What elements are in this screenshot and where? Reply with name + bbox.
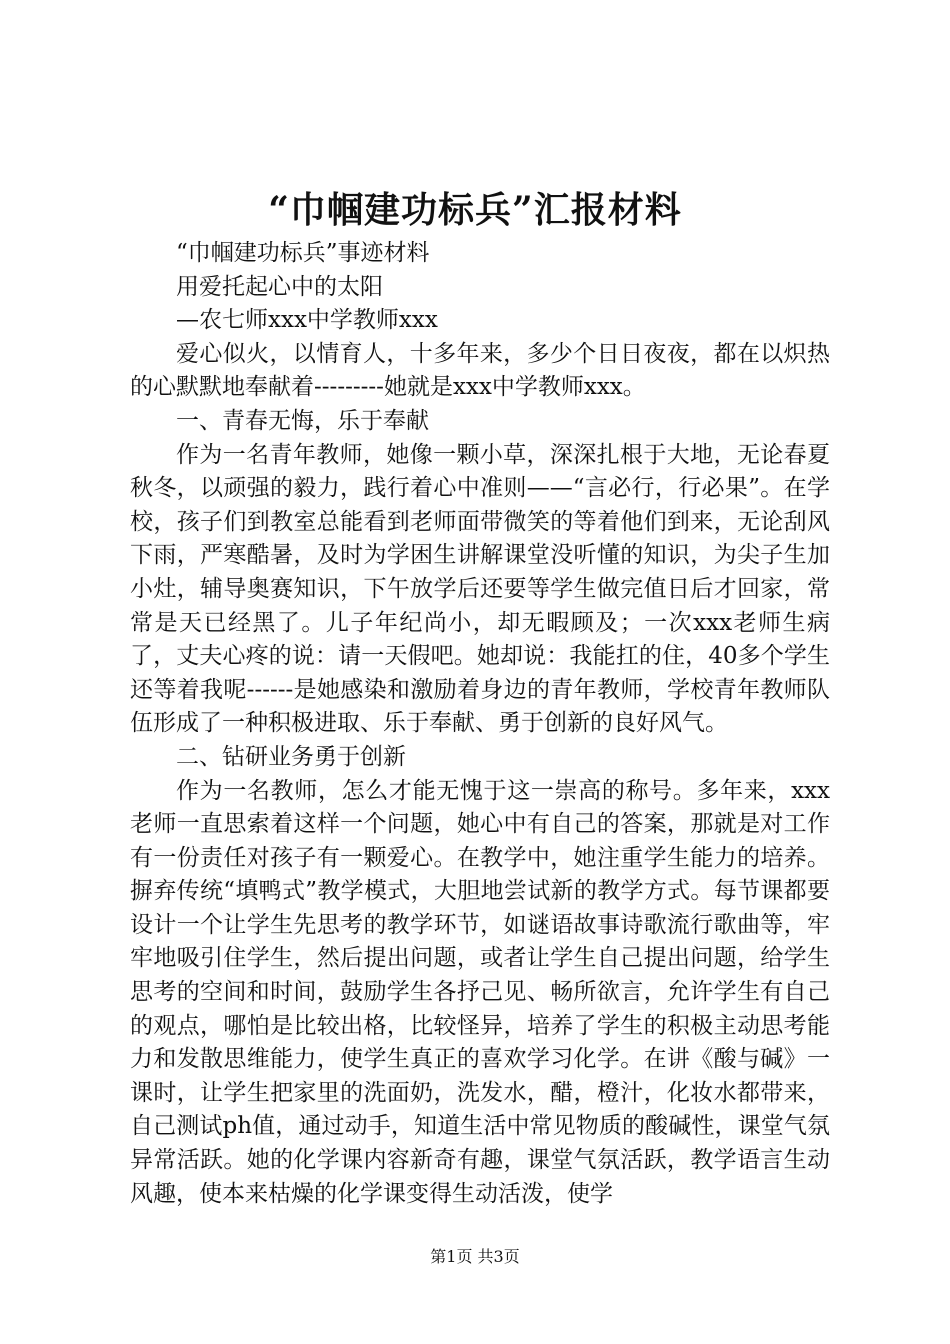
body-paragraph-1: 作为一名青年教师，她像一颗小草，深深扎根于大地，无论春夏秋冬，以顽强的毅力，践行着心中准则——“言必行，行必果”。在学校，孩子们到教室总能看到老师面带微笑的等着他们到来，无论刮风下雨，严寒酷暑，及时为学困生讲解课堂没听懂的知识，为尖子生加小灶，辅导奥赛知识，下午放学后还要等学生做完值日后才回家，常常是天已经黑了。儿子年纪尚小，却无暇顾及；一次xxx老师生病了，丈夫心疼的说：请一天假吧。她却说：我能扛的住，40多个学生还等着我呢------是她感染和激励着身边的青年教师，学校青年教师队伍形成了一种积极进取、乐于奉献、勇于创新的良好风气。	[130, 441, 830, 737]
document-title: “巾帼建功标兵”汇报材料	[268, 189, 682, 231]
document-body	[130, 237, 830, 1211]
body-paragraph-2: 作为一名教师，怎么才能无愧于这一崇高的称号。多年来，xxx老师一直思索着这样一个问题，她心中有自己的答案，那就是对工作有一份责任对孩子有一颗爱心。在教学中，她注重学生能力的培养。摒弃传统“填鸭式”教学模式，大胆地尝试新的教学方式。每节课都要设计一个让学生先思考的教学环节，如谜语故事诗歌流行歌曲等，牢牢地吸引住学生，然后提出问题，或者让学生自己提出问题，给学生思考的空间和时间，鼓励学生各抒己见、畅所欲言，允许学生有自己的观点，哪怕是比较出格，比较怪异，培养了学生的积极主动思考能力和发散思维能力，使学生真正的喜欢学习化学。在讲《酸与碱》一课时，让学生把家里的洗面奶，洗发水，醋，橙汁，化妆水都带来，自己测试ph值，通过动手，知道生活中常见物质的酸碱性，课堂气氛异常活跃。她的化学课内容新奇有趣，课堂气氛活跃，教学语言生动风趣，使本来枯燥的化学课变得生动活泼，使学	[130, 777, 830, 1207]
subtitle-paragraph: “巾帼建功标兵”事迹材料	[176, 240, 430, 266]
section-heading-1: 一、青春无悔，乐于奉献	[176, 407, 429, 434]
section-heading-2: 二、钻研业务勇于创新	[176, 743, 406, 770]
author-paragraph: —农七师xxx中学教师xxx	[176, 307, 438, 334]
page-number-footer: 第1页 共3页	[430, 1247, 520, 1266]
intro-paragraph: 爱心似火，以情育人，十多年来，多少个日日夜夜，都在以炽热的心默默地奉献着---------她就是xxx中学教师xxx。	[130, 340, 830, 401]
heading-paragraph: 用爱托起心中的太阳	[176, 273, 383, 300]
